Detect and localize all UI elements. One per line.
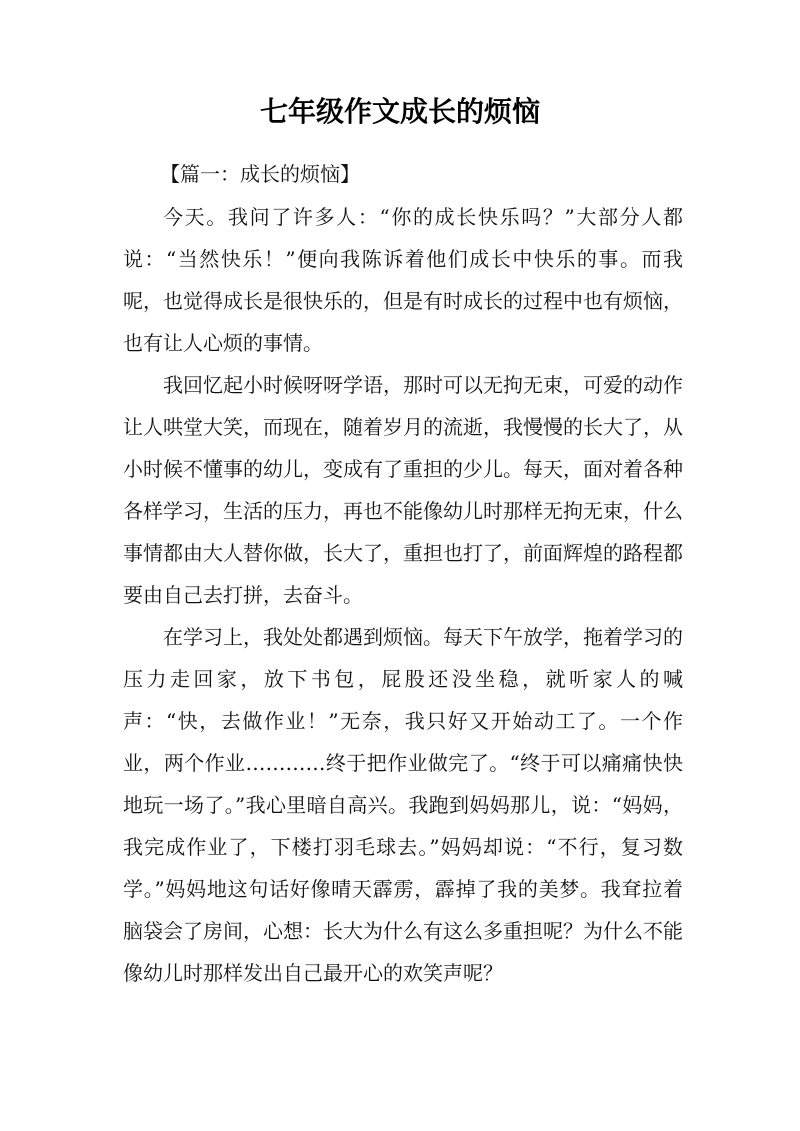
paragraph-2: 我回忆起小时候呀呀学语，那时可以无拘无束，可爱的动作让人哄堂大笑，而现在，随着岁月的流逝，我慢慢的长大了，从小时候不懂事的幼儿，变成有了重担的少儿。每天，面对着各种各样学习，生活的压力，再也不能像幼儿时那样无拘无束，什么事情都由大人替你做，长大了，重担也打了，前面辉煌的路程都要由自己去打拼，去奋斗。 bbox=[123, 373, 683, 607]
paragraph-3: 在学习上，我处处都遇到烦恼。每天下午放学，拖着学习的压力走回家，放下书包，屁股还没坐稳，就听家人的喊声：“快，去做作业！”无奈，我只好又开始动工了。一个作业，两个作业…………终于把作业做完了。“终于可以痛痛快快地玩一场了。”我心里暗自高兴。我跑到妈妈那儿，说：“妈妈，我完成作业了，下楼打羽毛球去。”妈妈却说：“不行，复习数学。”妈妈地这句话好像晴天霹雳，霹掉了我的美梦。我耷拉着脑袋会了房间，心想：长大为什么有这么多重担呢？为什么不能像幼儿时那样发出自己最开心的欢笑声呢？ bbox=[123, 625, 683, 985]
paragraph-1: 今天。我问了许多人：“你的成长快乐吗？”大部分人都说：“当然快乐！”便向我陈诉着他们成长中快乐的事。而我呢，也觉得成长是很快乐的，但是有时成长的过程中也有烦恼，也有让人心烦的事情。 bbox=[123, 205, 683, 355]
document-title: 七年级作文成长的烦恼 bbox=[259, 95, 540, 128]
section-heading: 【篇一：成长的烦恼】 bbox=[160, 162, 360, 186]
